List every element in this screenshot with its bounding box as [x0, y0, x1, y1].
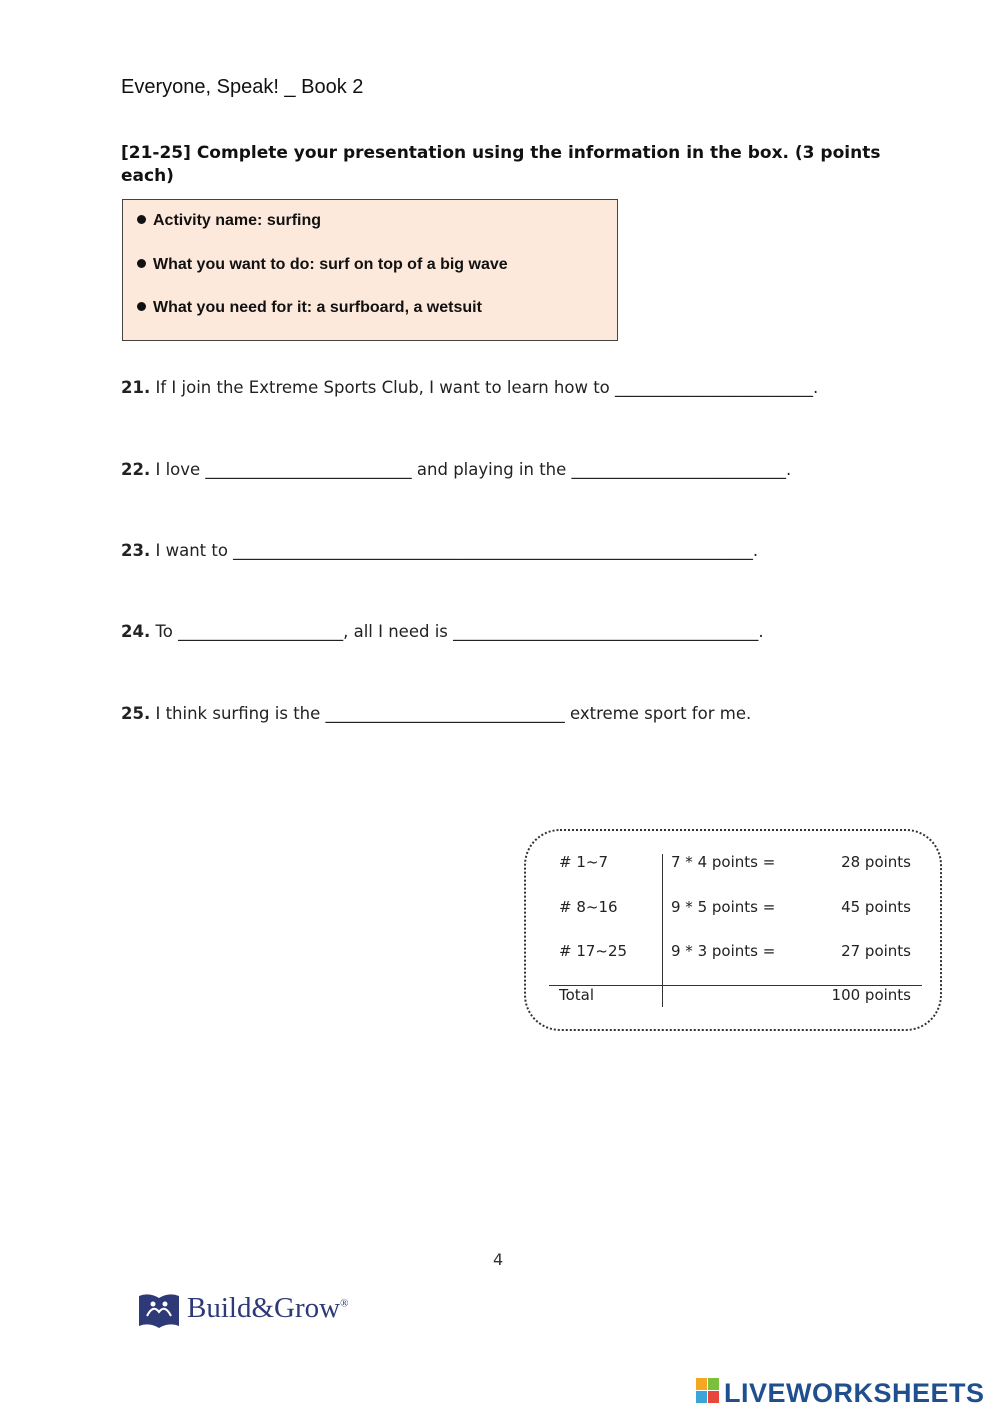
- info-item: Activity name: surfing: [137, 212, 321, 230]
- score-table: [524, 829, 942, 1031]
- score-range: # 8~16: [559, 898, 618, 916]
- page-number: 4: [493, 1250, 504, 1269]
- score-points: 28 points: [841, 853, 911, 871]
- watermark-text: LIVEWORKSHEETS: [724, 1378, 985, 1408]
- info-item: What you want to do: surf on top of a big wave: [137, 256, 508, 274]
- score-calc: 9 * 3 points =: [671, 942, 776, 960]
- bullet-icon: [137, 215, 146, 224]
- score-points: 45 points: [841, 898, 911, 916]
- question-number: 25.: [121, 704, 151, 723]
- total-label: Total: [559, 986, 595, 1004]
- logo-text: Build&Grow: [187, 1292, 341, 1324]
- info-box: [122, 199, 618, 341]
- question-text: To ____________________, all I need is _____________________________________.: [150, 622, 764, 641]
- build-grow-logo: [137, 1290, 349, 1334]
- total-points: 100 points: [831, 986, 911, 1004]
- score-points: 27 points: [841, 942, 911, 960]
- question-text: I think surfing is the _____________________________ extreme sport for me.: [150, 704, 752, 723]
- liveworksheets-badge-icon: [696, 1378, 720, 1404]
- question-text: I love _________________________ and playing in the __________________________.: [150, 460, 792, 479]
- book-icon: [137, 1290, 181, 1330]
- question-number: 23.: [121, 541, 151, 560]
- question-text: I want to _______________________________________________________________.: [150, 541, 759, 560]
- registered-mark: ®: [340, 1297, 349, 1310]
- score-range: # 17~25: [559, 942, 628, 960]
- liveworksheets-watermark[interactable]: [696, 1378, 985, 1410]
- score-calc: 7 * 4 points =: [671, 853, 776, 871]
- question-number: 22.: [121, 460, 151, 479]
- question-text: If I join the Extreme Sports Club, I want to learn how to ________________________.: [150, 378, 819, 397]
- info-item: What you need for it: a surfboard, a wetsuit: [137, 299, 482, 317]
- instructions: [21-25] Complete your presentation using the information in the box. (3 points each): [121, 143, 881, 186]
- question-number: 21.: [121, 378, 151, 397]
- question-23[interactable]: [121, 541, 758, 560]
- question-22[interactable]: [121, 460, 791, 479]
- score-calc: 9 * 5 points =: [671, 898, 776, 916]
- question-21[interactable]: [121, 378, 818, 397]
- book-title: Everyone, Speak! _ Book 2: [121, 76, 364, 98]
- question-25[interactable]: [121, 704, 751, 723]
- question-24[interactable]: [121, 622, 764, 641]
- bullet-icon: [137, 259, 146, 268]
- bullet-icon: [137, 302, 146, 311]
- question-number: 24.: [121, 622, 151, 641]
- score-range: # 1~7: [559, 853, 608, 871]
